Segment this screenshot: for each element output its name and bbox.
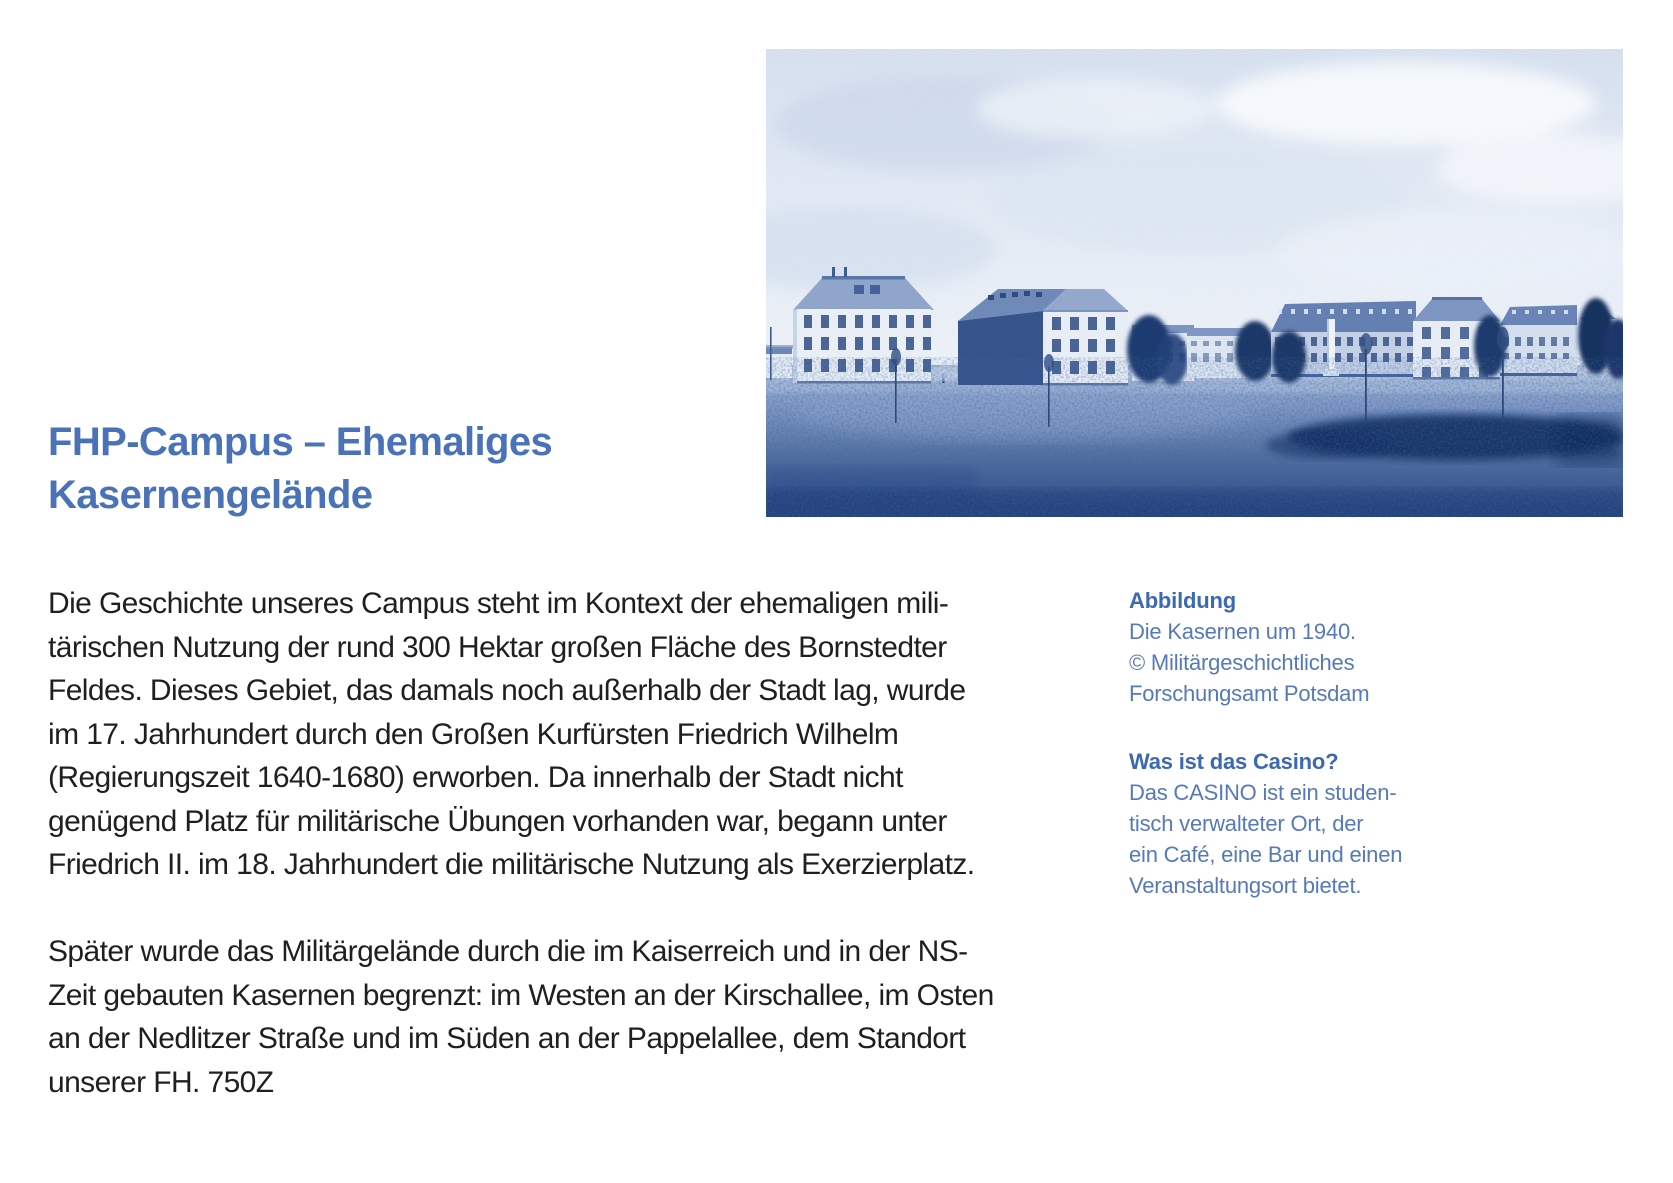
figure-caption-line: © Militärgeschichtliches — [1129, 650, 1355, 675]
casino-info-heading: Was ist das Casino? — [1129, 749, 1339, 774]
paragraph-boundaries — [48, 930, 994, 1104]
text-line: genügend Platz für militärische Übungen vorhanden war, begann unter — [48, 804, 947, 838]
casino-info-box — [1129, 746, 1402, 901]
historic-photo-illustration — [766, 49, 1623, 517]
text-line: an der Nedlitzer Straße und im Süden an der Pappelallee, dem Standort — [48, 1022, 966, 1055]
casino-info-line: Veranstaltungsort bietet. — [1129, 873, 1362, 898]
historic-photo-kasernen — [766, 49, 1623, 517]
text-line: (Regierungszeit 1640-1680) erworben. Da innerhalb der Stadt nicht — [48, 761, 903, 794]
body-text-column — [48, 582, 994, 1148]
figure-caption — [1129, 585, 1402, 709]
figure-caption-heading: Abbildung — [1129, 588, 1236, 613]
text-line: unserer FH. 750Z — [48, 1065, 274, 1099]
text-line: Zeit gebauten Kasernen begrenzt: im Westen an der Kirschallee, im Osten — [48, 978, 994, 1012]
sidebar — [1129, 585, 1402, 901]
page-title-line-2: Kasernengelände — [48, 473, 373, 517]
text-line: tärischen Nutzung der rund 300 Hektar großen Fläche des Bornstedter — [48, 630, 947, 664]
text-line: Später wurde das Militärgelände durch die im Kaiserreich und in der NS- — [48, 935, 968, 968]
text-line: im 17. Jahrhundert durch den Großen Kurfürsten Friedrich Wilhelm — [48, 717, 899, 751]
page-title — [48, 416, 552, 522]
figure-caption-line: Die Kasernen um 1940. — [1129, 619, 1356, 644]
casino-info-line: Das CASINO ist ein studen- — [1129, 780, 1397, 805]
casino-info-line: ein Café, eine Bar und einen — [1129, 842, 1403, 867]
text-line: Friedrich II. im 18. Jahrhundert die militärische Nutzung als Exerzierplatz. — [48, 848, 975, 881]
text-line: Die Geschichte unseres Campus steht im Kontext der ehemaligen mili- — [48, 587, 949, 620]
text-line: Feldes. Dieses Gebiet, das damals noch außerhalb der Stadt lag, wurde — [48, 674, 966, 707]
paragraph-history — [48, 582, 994, 887]
casino-info-line: tisch verwalteter Ort, der — [1129, 811, 1364, 836]
page-title-line-1: FHP-Campus – Ehemaliges — [48, 420, 553, 464]
figure-caption-line: Forschungsamt Potsdam — [1129, 681, 1370, 706]
